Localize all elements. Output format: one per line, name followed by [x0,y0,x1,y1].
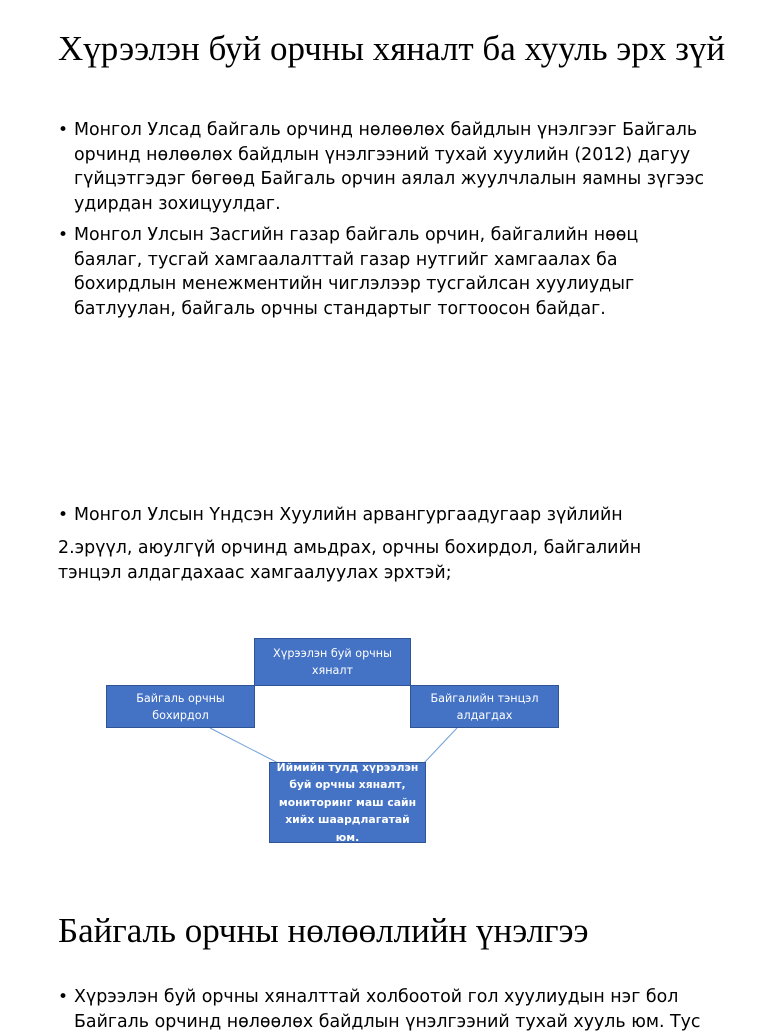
bullet-icon: • [58,987,69,1007]
list-item [58,985,708,1034]
diagram-box-pollution [106,685,255,728]
list-item-text: Монгол Улсын Үндсэн Хуулийн арвангургаадугаар зүйлийн [74,505,623,525]
connector-left [210,728,282,765]
list-item-text: Монгол Улсад байгаль орчинд нөлөөлөх байдлын үнэлгээг Байгаль орчинд нөлөөлөх байдлын үнэлгээний тухай хуулийн (2012) дагуу гүйцэтгэдэг бөгөөд Байгаль орчин аялал жуулчлалын яамны зүгээс удирдан зохицуулдаг. [74,120,705,214]
page-title: Хүрээлэн буй орчны хяналт ба хууль эрх зүй [58,29,726,68]
diagram-box-conclusion [269,762,426,843]
diagram-box-label: Иймийн тулд хүрээлэн буй орчны хяналт, мониторинг маш сайн хийх шаардлагатай юм. [276,760,419,844]
bullet-icon: • [58,225,69,245]
list-item-text: Хүрээлэн буй орчны хяналттай холбоотой гол хуулиудын нэг бол Байгаль орчинд нөлөөлөх байдлын үнэлгээний тухай хууль юм. Тус [74,987,701,1032]
constitution-clause: 2.эрүүл, аюулгүй орчинд амьдрах, орчны бохирдол, байгалийн тэнцэл алдагдахаас хамгаалуулах эрхтэй; [58,538,642,583]
diagram-box-label: Байгалийн тэнцэл алдагдах [430,691,539,722]
diagram-box-label: Байгаль орчны бохирдол [136,691,225,722]
connector-right [424,728,457,763]
list-item-text: Монгол Улсын Засгийн газар байгаль орчин, байгалийн нөөц баялаг, тусгай хамгаалалттай газар нутгийг хамгаалах ба бохирдлын менежментийн чиглэлээр тусгайлсан хуулиудыг батлуулан, байгаль орчны стандартыг тогтоосон байдаг. [74,225,639,319]
diagram-box-monitoring [254,638,411,686]
section-title: Байгаль орчны нөлөөллийн үнэлгээ [58,911,589,950]
bullet-icon: • [58,505,69,525]
diagram-box-label: Хүрээлэн буй орчны хяналт [273,647,392,677]
diagram-box-balance [410,685,559,728]
bullet-icon: • [58,120,69,140]
